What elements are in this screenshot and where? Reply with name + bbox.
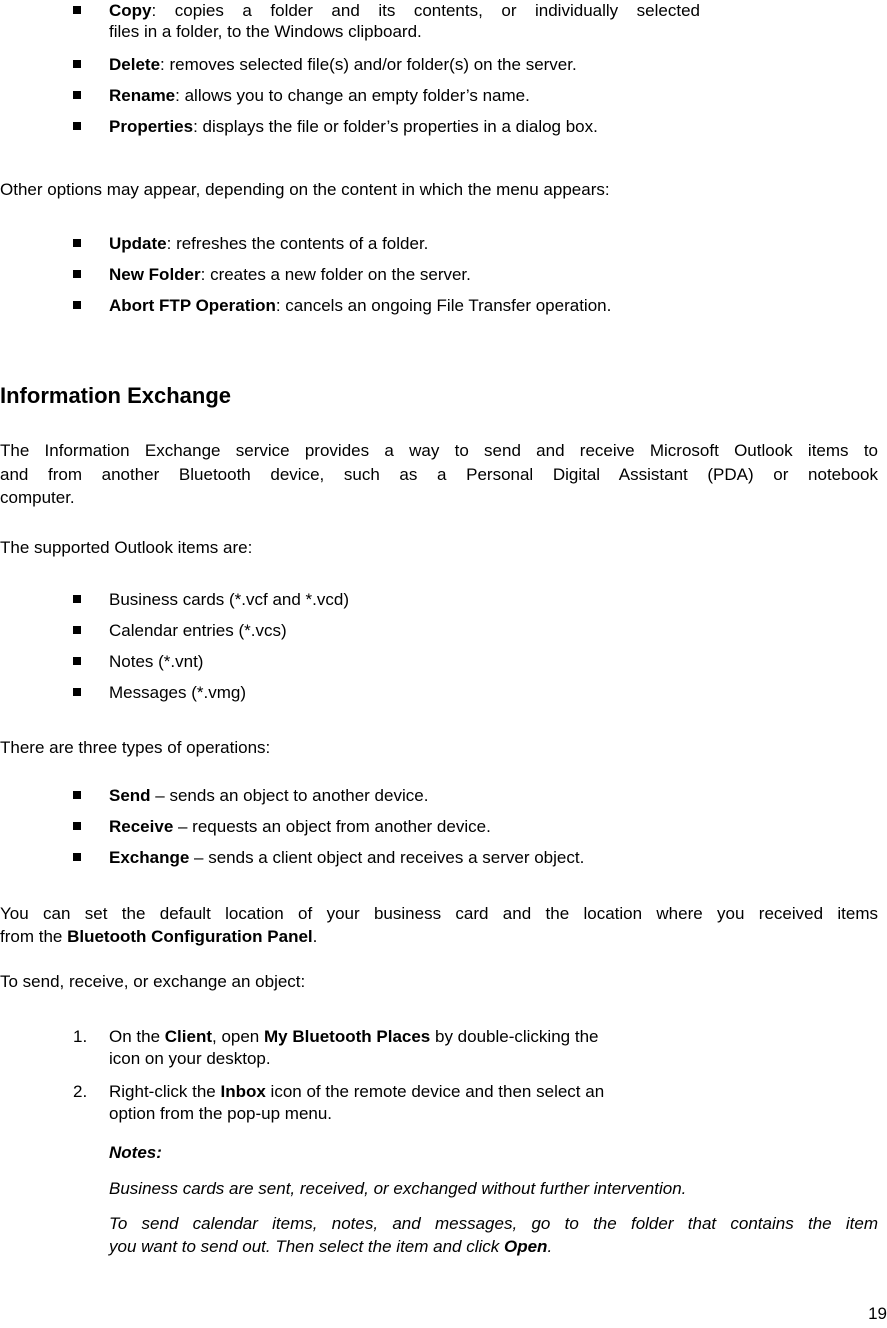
operation-exchange [109,847,584,868]
operation-desc: – requests an object from another device. [173,817,491,836]
step-bold: Client [164,1027,212,1046]
supported-intro: The supported Outlook items are: [0,538,253,557]
note-2-line2 [109,1236,552,1257]
menu-term: New Folder [109,265,201,284]
step-text: by double-clicking the [430,1027,599,1046]
step-number: 1. [73,1027,88,1046]
step-text: On the [109,1027,165,1046]
bullet-icon [73,822,81,830]
menu-item-delete [109,54,577,75]
menu-desc: : cancels an ongoing File Transfer operation. [275,296,612,315]
bullet-icon [73,270,81,278]
menu-desc: : creates a new folder on the server. [200,265,471,284]
bullet-icon [73,60,81,68]
bullet-icon [73,688,81,696]
open-label: Open [504,1237,548,1256]
operation-send [109,785,428,806]
operation-term: Exchange [109,848,190,867]
bullet-icon [73,91,81,99]
default-location-line1: You can set the default location of your business card and the location where you received items [0,904,878,923]
supported-item: Notes (*.vnt) [109,652,204,671]
intro-paragraph-line1: The Information Exchange service provides a way to send and receive Microsoft Outlook items to [0,441,878,460]
menu-desc: : copies a folder and its contents, or individually selected [151,1,700,20]
notes-label-text: Notes: [109,1143,162,1162]
intro-paragraph-line3: computer. [0,488,75,507]
step-2-cont: option from the pop-up menu. [109,1104,333,1123]
operation-desc: – sends an object to another device. [150,786,429,805]
operation-receive [109,816,491,837]
bullet-icon [73,626,81,634]
menu-desc: : removes selected file(s) and/or folder(s) on the server. [160,55,577,74]
menu-term: Delete [109,55,161,74]
menu-term: Abort FTP Operation [109,296,276,315]
bullet-icon [73,791,81,799]
config-panel-label: Bluetooth Configuration Panel [67,927,313,946]
other-item-update [109,233,428,254]
note-2-line1: To send calendar items, notes, and messages, go to the folder that contains the item [109,1214,878,1233]
step-2 [109,1081,604,1102]
supported-item: Messages (*.vmg) [109,683,246,702]
notes-label [109,1142,162,1163]
supported-item: Business cards (*.vcf and *.vcd) [109,590,349,609]
menu-term: Rename [109,86,176,105]
step-1-cont: icon on your desktop. [109,1049,271,1068]
note-1: Business cards are sent, received, or exchanged without further intervention. [109,1179,687,1198]
operation-term: Send [109,786,151,805]
step-1 [109,1026,598,1047]
bullet-icon [73,301,81,309]
intro-paragraph-line2: and from another Bluetooth device, such as a Personal Digital Assistant (PDA) or notebook [0,465,878,484]
default-location-line2 [0,926,878,947]
bullet-icon [73,6,81,14]
bullet-icon [73,595,81,603]
operation-desc: – sends a client object and receives a server object. [189,848,585,867]
bullet-icon [73,239,81,247]
menu-desc: : allows you to change an empty folder’s name. [175,86,530,105]
other-item-new-folder [109,264,471,285]
supported-item: Calendar entries (*.vcs) [109,621,287,640]
page-number: 19 [868,1304,887,1323]
bullet-icon [73,122,81,130]
operations-intro: There are three types of operations: [0,738,271,757]
step-text: Right-click the [109,1082,221,1101]
menu-item-properties [109,116,598,137]
step-text: icon of the remote device and then select an [265,1082,605,1101]
section-heading: Information Exchange [0,383,232,408]
bullet-icon [73,657,81,665]
steps-intro: To send, receive, or exchange an object: [0,972,306,991]
step-bold: My Bluetooth Places [264,1027,431,1046]
menu-term: Copy [109,1,152,20]
bullet-icon [73,853,81,861]
menu-item-rename [109,85,530,106]
menu-item-copy [109,0,700,21]
menu-desc: : displays the file or folder’s properties in a dialog box. [193,117,598,136]
step-bold: Inbox [220,1082,266,1101]
menu-desc: : refreshes the contents of a folder. [166,234,429,253]
menu-term: Update [109,234,167,253]
operation-term: Receive [109,817,174,836]
default-location-post: . [312,927,318,946]
default-location-pre: from the [0,927,68,946]
note-text: you want to send out. Then select the item and click [109,1237,504,1256]
other-item-abort-ftp [109,295,611,316]
note-text: . [547,1237,553,1256]
step-text: , open [212,1027,264,1046]
menu-item-copy-cont: files in a folder, to the Windows clipboard. [109,22,422,41]
other-options-intro: Other options may appear, depending on the content in which the menu appears: [0,180,610,199]
menu-term: Properties [109,117,194,136]
step-number: 2. [73,1082,88,1101]
